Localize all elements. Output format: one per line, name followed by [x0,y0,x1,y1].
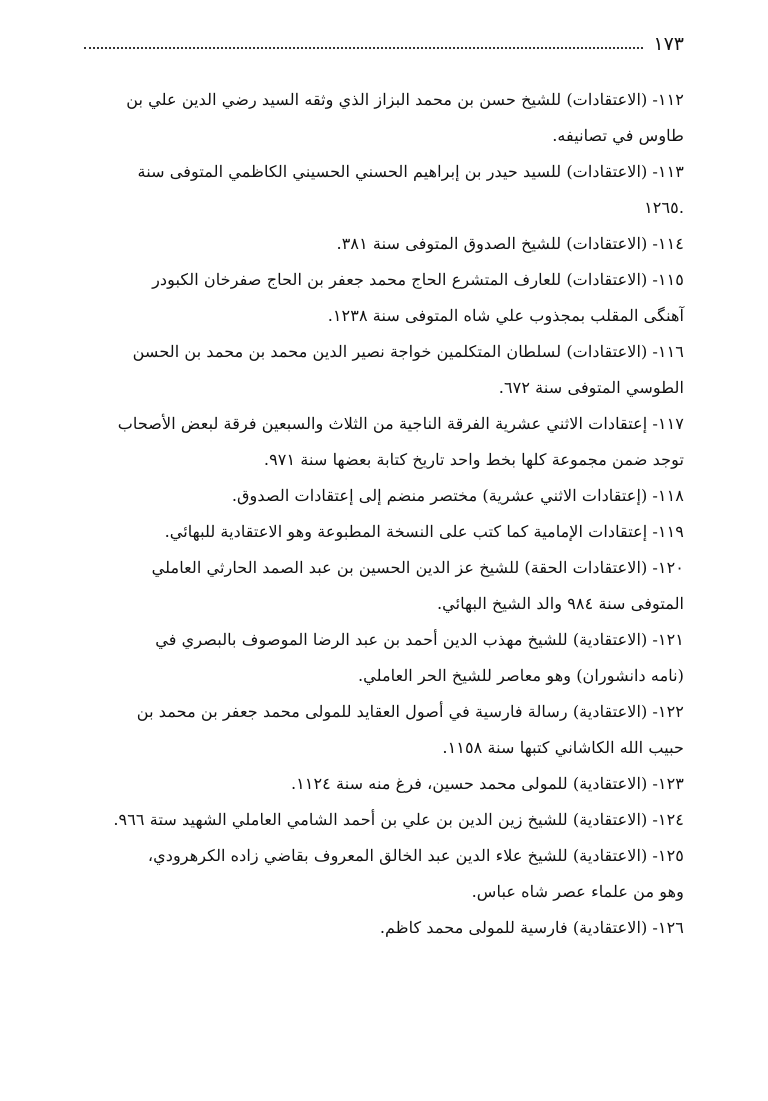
entry-line: (نامه دانشوران) وهو معاصر للشيخ الحر العاملي. [357,666,684,685]
bibliography-entry [84,478,684,514]
entry-line: ١١٩- إعتقادات الإمامية كما كتب على النسخة المطبوعة وهو الاعتقادية للبهائي. [164,522,684,541]
bibliography-entry [84,910,684,946]
entry-line: ١١٥- (الاعتقادات) للعارف المتشرع الحاج محمد جعفر بن الحاج صفرخان الكبودر [152,270,684,289]
bibliography-entry [84,514,684,550]
entry-line: ١٢٣- (الاعتقادية) للمولى محمد حسين، فرغ منه سنة ١١٢٤. [290,774,684,793]
bibliography-entry [84,262,684,334]
bibliography-entry [84,694,684,766]
bibliography-entry [84,550,684,622]
bibliography-entries [84,82,684,946]
entry-line: ١٢٦- (الاعتقادية) فارسية للمولى محمد كاظم. [379,918,684,937]
bibliography-entry [84,406,684,478]
entry-line: الطوسي المتوفى سنة ٦٧٢. [498,378,684,397]
bibliography-entry [84,334,684,406]
entry-line: توجد ضمن مجموعة كلها بخط واحد تاريخ كتابة بعضها سنة ٩٧١. [263,450,684,469]
entry-line: طاوس في تصانيفه. [552,126,684,145]
bibliography-entry [84,154,684,226]
entry-line: ١٢١- (الاعتقادية) للشيخ مهذب الدين أحمد بن عبد الرضا الموصوف بالبصري في [155,630,684,649]
entry-line: ١١٧- إعتقادات الاثني عشرية الفرقة الناجية من الثلاث والسبعين فرقة لبعض الأصحاب [117,414,684,433]
entry-line: حبيب الله الكاشاني كتبها سنة ١١٥٨. [442,738,684,757]
bibliography-entry [84,622,684,694]
entry-line: آهنگى المقلب بمجذوب علي شاه المتوفى سنة ١٢٣٨. [327,306,684,325]
page-number: ١٧٣ [653,33,684,55]
bibliography-entry [84,802,684,838]
bibliography-entry [84,82,684,154]
entry-line: ١٢٠- (الاعتقادات الحقة) للشيخ عز الدين الحسين بن عبد الصمد الحارثي العاملي [151,558,684,577]
entry-line: ١١٦- (الاعتقادات) لسلطان المتكلمين خواجة نصير الدين محمد بن محمد بن الحسن [132,342,684,361]
bibliography-entry [84,838,684,910]
entry-line: ١١٤- (الاعتقادات) للشيخ الصدوق المتوفى سنة ٣٨١. [336,234,684,253]
dotted-leader [84,47,643,49]
entry-line: المتوفى سنة ٩٨٤ والد الشيخ البهائي. [436,594,684,613]
entry-line: وهو من علماء عصر شاه عباس. [471,882,684,901]
entry-line: ١١٨- (إعتقادات الاثني عشرية) مختصر منضم إلى إعتقادات الصدوق. [231,486,684,505]
page-header [84,32,684,56]
entry-line: .١٢٦٥ [644,198,684,217]
entry-line: ١١٣- (الاعتقادات) للسيد حيدر بن إبراهيم الحسني الحسيني الكاظمي المتوفى سنة [137,162,684,181]
entry-line: ١٢٥- (الاعتقادية) للشيخ علاء الدين عبد الخالق المعروف بقاضي زاده الكرهرودي، [147,846,684,865]
bibliography-entry [84,766,684,802]
entry-line: ١٢٤- (الاعتقادية) للشيخ زين الدين بن علي بن أحمد الشامي العاملي الشهيد ستة ٩٦٦. [113,810,684,829]
bibliography-entry [84,226,684,262]
entry-line: ١١٢- (الاعتقادات) للشيخ حسن بن محمد البزاز الذي وثقه السيد رضي الدين علي بن [126,90,684,109]
entry-line: ١٢٢- (الاعتقادية) رسالة فارسية في أصول العقايد للمولى محمد جعفر بن محمد بن [136,702,684,721]
